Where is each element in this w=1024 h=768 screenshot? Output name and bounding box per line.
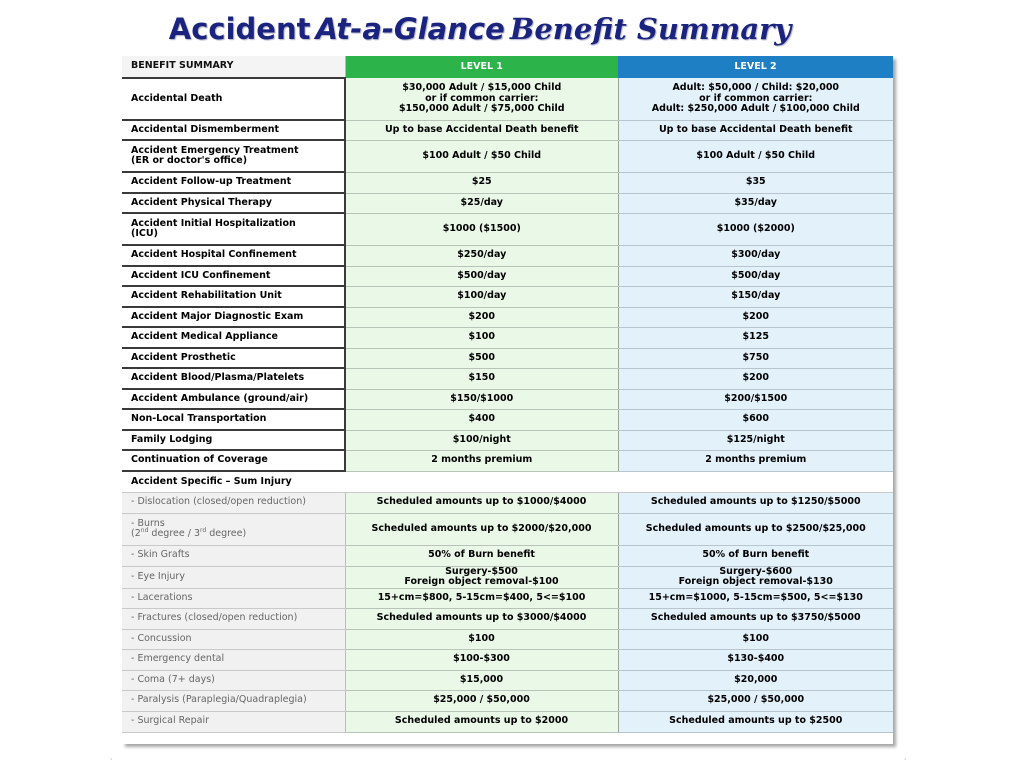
level-2-value <box>618 78 893 120</box>
table-row <box>122 389 893 409</box>
section-label: Accident Specific – Sum Injury <box>122 471 893 492</box>
level-2-value: $500/day <box>618 266 893 286</box>
level-1-value: Scheduled amounts up to $2000/$20,000 <box>345 513 618 545</box>
level-2-value: Scheduled amounts up to $3750/$5000 <box>618 608 893 629</box>
table-row <box>122 348 893 368</box>
benefit-label-fragment: degree) <box>206 528 247 539</box>
benefit-label-line: - Burns <box>131 517 165 529</box>
benefit-label: Accident Physical Therapy <box>122 193 345 213</box>
level-2-value: $750 <box>618 348 893 368</box>
benefit-label: Accident Follow-up Treatment <box>122 172 345 193</box>
benefit-label: Accident Prosthetic <box>122 348 345 368</box>
level-2-value: $600 <box>618 409 893 430</box>
title-part-3: Benefit Summary <box>509 12 792 46</box>
benefit-label: Non-Local Transportation <box>122 409 345 430</box>
sub-table-row <box>122 670 893 690</box>
level-2-value: Scheduled amounts up to $2500/$25,000 <box>618 513 893 545</box>
level-2-value: $25,000 / $50,000 <box>618 690 893 711</box>
level-2-value: $1000 ($2000) <box>618 213 893 245</box>
table-row <box>122 266 893 286</box>
level-1-value: 15+cm=$800, 5-15cm=$400, 5<=$100 <box>345 588 618 608</box>
table-row <box>122 430 893 450</box>
level-1-value: $250/day <box>345 245 618 266</box>
level-1-value <box>345 566 618 588</box>
benefit-label: - Skin Grafts <box>122 545 345 566</box>
level-1-value: $100 <box>345 327 618 348</box>
cell-line: Accident Emergency Treatment <box>131 144 299 156</box>
level-1-value: $25/day <box>345 193 618 213</box>
level-1-value: $150 <box>345 368 618 389</box>
benefit-table-sheet <box>122 56 893 744</box>
table-row <box>122 450 893 471</box>
cell-line: Adult: $50,000 / Child: $20,000 <box>672 82 840 93</box>
sub-table-row <box>122 690 893 711</box>
cell-line: (ER or doctor's office) <box>131 155 248 166</box>
level-1-value: $25 <box>345 172 618 193</box>
table-row <box>122 78 893 120</box>
table-row <box>122 286 893 307</box>
benefit-label: - Dislocation (closed/open reduction) <box>122 492 345 513</box>
section-row-sum-injury <box>122 471 893 492</box>
cell-line: $150,000 Adult / $75,000 Child <box>398 103 565 114</box>
benefit-label: Accident Blood/Plasma/Platelets <box>122 368 345 389</box>
right-edge-mark: ' <box>904 757 907 766</box>
cell-line: Foreign object removal-$130 <box>678 576 833 587</box>
table-row <box>122 307 893 327</box>
sub-table-row <box>122 545 893 566</box>
benefit-label: Accident Medical Appliance <box>122 327 345 348</box>
cell-line: Surgery-$600 <box>719 565 793 577</box>
sub-table-row <box>122 513 893 545</box>
level-1-value: $200 <box>345 307 618 327</box>
level-2-value: $125 <box>618 327 893 348</box>
level-1-value: $100-$300 <box>345 649 618 670</box>
level-1-value: Scheduled amounts up to $1000/$4000 <box>345 492 618 513</box>
level-2-value: $100 Adult / $50 Child <box>618 140 893 172</box>
benefit-summary-table <box>122 56 893 733</box>
level-1-value: $100 Adult / $50 Child <box>345 140 618 172</box>
sub-table-row <box>122 566 893 588</box>
level-2-value: Scheduled amounts up to $2500 <box>618 711 893 732</box>
table-row <box>122 172 893 193</box>
cell-line: $30,000 Adult / $15,000 Child <box>402 82 562 93</box>
benefit-label <box>122 140 345 172</box>
table-row <box>122 213 893 245</box>
benefit-label: - Surgical Repair <box>122 711 345 732</box>
benefit-label: Accident ICU Confinement <box>122 266 345 286</box>
table-row <box>122 120 893 140</box>
left-edge-mark: ' <box>110 757 113 766</box>
sub-table-row <box>122 588 893 608</box>
header-benefit-summary: BENEFIT SUMMARY <box>122 56 345 78</box>
benefit-label: - Lacerations <box>122 588 345 608</box>
benefit-label: - Paralysis (Paraplegia/Quadraplegia) <box>122 690 345 711</box>
header-level-1: LEVEL 1 <box>345 56 618 78</box>
ordinal-suffix: nd <box>140 526 149 534</box>
cell-line: (ICU) <box>131 228 158 239</box>
cell-line: Adult: $250,000 Adult / $100,000 Child <box>651 103 860 114</box>
level-2-value: $130-$400 <box>618 649 893 670</box>
level-2-value: Up to base Accidental Death benefit <box>618 120 893 140</box>
table-row <box>122 327 893 348</box>
level-2-value: $150/day <box>618 286 893 307</box>
table-row <box>122 368 893 389</box>
benefit-label: - Eye Injury <box>122 566 345 588</box>
cell-line: Foreign object removal-$100 <box>404 576 559 587</box>
level-2-value: 15+cm=$1000, 5-15cm=$500, 5<=$130 <box>618 588 893 608</box>
benefit-label-fragment: (2 <box>131 528 141 539</box>
benefit-label: - Concussion <box>122 629 345 649</box>
cell-line: Surgery-$500 <box>445 565 518 577</box>
sub-table-row <box>122 649 893 670</box>
benefit-label: Family Lodging <box>122 430 345 450</box>
benefit-label <box>122 213 345 245</box>
slide-title <box>0 12 960 46</box>
level-2-value: $35/day <box>618 193 893 213</box>
title-part-2: At-a-Glance <box>315 12 505 46</box>
header-level-2: LEVEL 2 <box>618 56 893 78</box>
level-1-value: Scheduled amounts up to $3000/$4000 <box>345 608 618 629</box>
level-2-value: $35 <box>618 172 893 193</box>
table-body <box>122 78 893 732</box>
level-1-value: Scheduled amounts up to $2000 <box>345 711 618 732</box>
benefit-label: Accident Rehabilitation Unit <box>122 286 345 307</box>
level-1-value: $400 <box>345 409 618 430</box>
level-2-value: $200/$1500 <box>618 389 893 409</box>
benefit-label <box>122 513 345 545</box>
benefit-label: Accidental Death <box>122 78 345 120</box>
level-2-value: 2 months premium <box>618 450 893 471</box>
sub-table-row <box>122 492 893 513</box>
sub-table-row <box>122 711 893 732</box>
level-1-value: $25,000 / $50,000 <box>345 690 618 711</box>
benefit-label: - Emergency dental <box>122 649 345 670</box>
benefit-label: - Fractures (closed/open reduction) <box>122 608 345 629</box>
level-1-value: Up to base Accidental Death benefit <box>345 120 618 140</box>
table-row <box>122 140 893 172</box>
benefit-label: Accident Ambulance (ground/air) <box>122 389 345 409</box>
table-row <box>122 193 893 213</box>
benefit-label: Accidental Dismemberment <box>122 120 345 140</box>
level-2-value: 50% of Burn benefit <box>618 545 893 566</box>
level-2-value: Scheduled amounts up to $1250/$5000 <box>618 492 893 513</box>
level-1-value: $100/day <box>345 286 618 307</box>
level-2-value: $20,000 <box>618 670 893 690</box>
level-1-value: $100 <box>345 629 618 649</box>
level-1-value: $1000 ($1500) <box>345 213 618 245</box>
level-1-value: $100/night <box>345 430 618 450</box>
level-1-value: 50% of Burn benefit <box>345 545 618 566</box>
benefit-label: Accident Hospital Confinement <box>122 245 345 266</box>
ordinal-suffix: rd <box>200 526 207 534</box>
table-row <box>122 409 893 430</box>
level-2-value: $200 <box>618 307 893 327</box>
cell-line: or if common carrier: <box>425 92 539 104</box>
title-part-1: Accident <box>168 12 311 46</box>
level-1-value: $500/day <box>345 266 618 286</box>
level-1-value: 2 months premium <box>345 450 618 471</box>
benefit-label-fragment: degree / 3 <box>148 528 200 539</box>
level-2-value: $125/night <box>618 430 893 450</box>
benefit-label: Continuation of Coverage <box>122 450 345 471</box>
level-1-value: $500 <box>345 348 618 368</box>
table-header-row <box>122 56 893 78</box>
cell-line: Accident Initial Hospitalization <box>131 217 296 229</box>
sub-table-row <box>122 629 893 649</box>
level-1-value: $150/$1000 <box>345 389 618 409</box>
level-1-value <box>345 78 618 120</box>
benefit-label: Accident Major Diagnostic Exam <box>122 307 345 327</box>
cell-line: or if common carrier: <box>699 92 813 104</box>
level-2-value: $200 <box>618 368 893 389</box>
benefit-label: - Coma (7+ days) <box>122 670 345 690</box>
level-2-value <box>618 566 893 588</box>
level-2-value: $100 <box>618 629 893 649</box>
table-row <box>122 245 893 266</box>
level-2-value: $300/day <box>618 245 893 266</box>
level-1-value: $15,000 <box>345 670 618 690</box>
sub-table-row <box>122 608 893 629</box>
